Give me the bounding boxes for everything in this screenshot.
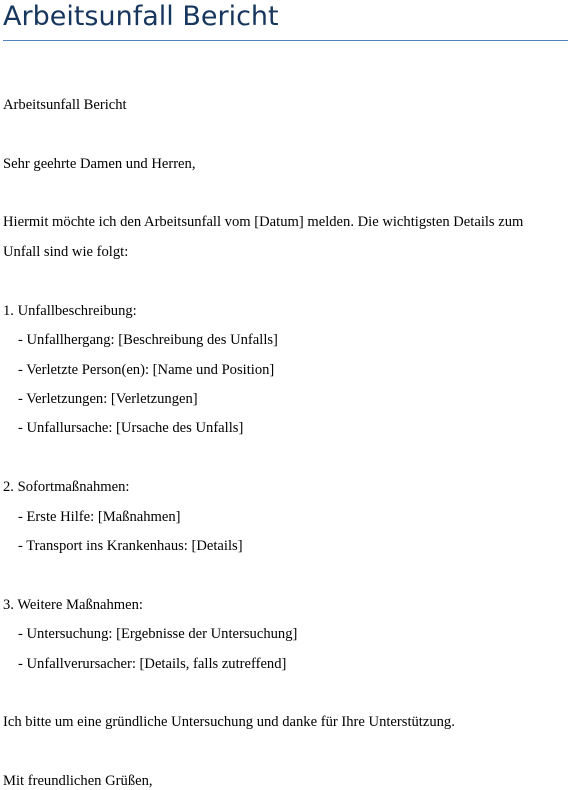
section-2-item: - Erste Hilfe: [Maßnahmen] — [18, 509, 181, 525]
section-heading-2: 2. Sofortmaßnahmen: — [3, 479, 130, 495]
section-3-item: - Untersuchung: [Ergebnisse der Untersuchung] — [18, 626, 298, 642]
subject-line: Arbeitsunfall Bericht — [3, 97, 127, 113]
title-divider — [3, 40, 568, 41]
intro-line-1: Hiermit möchte ich den Arbeitsunfall vom [Datum] melden. Die wichtigsten Details zum — [3, 214, 524, 230]
section-1-item: - Unfallursache: [Ursache des Unfalls] — [18, 420, 244, 436]
closing-request-line: Ich bitte um eine gründliche Untersuchung und danke für Ihre Unterstützung. — [3, 714, 455, 730]
greeting-line: Sehr geehrte Damen und Herren, — [3, 156, 196, 172]
sign-off-line: Mit freundlichen Grüßen, — [3, 773, 153, 789]
section-1-item: - Unfallhergang: [Beschreibung des Unfalls] — [18, 332, 278, 348]
intro-line-2: Unfall sind wie folgt: — [3, 244, 129, 260]
section-1-item: - Verletzte Person(en): [Name und Position] — [18, 362, 275, 378]
section-2-item: - Transport ins Krankenhaus: [Details] — [18, 538, 243, 554]
section-1-item: - Verletzungen: [Verletzungen] — [18, 391, 198, 407]
section-heading-3: 3. Weitere Maßnahmen: — [3, 597, 143, 613]
section-3-item: - Unfallverursacher: [Details, falls zutreffend] — [18, 656, 287, 672]
page-title: Arbeitsunfall Bericht — [3, 1, 279, 32]
section-heading-1: 1. Unfallbeschreibung: — [3, 303, 137, 319]
